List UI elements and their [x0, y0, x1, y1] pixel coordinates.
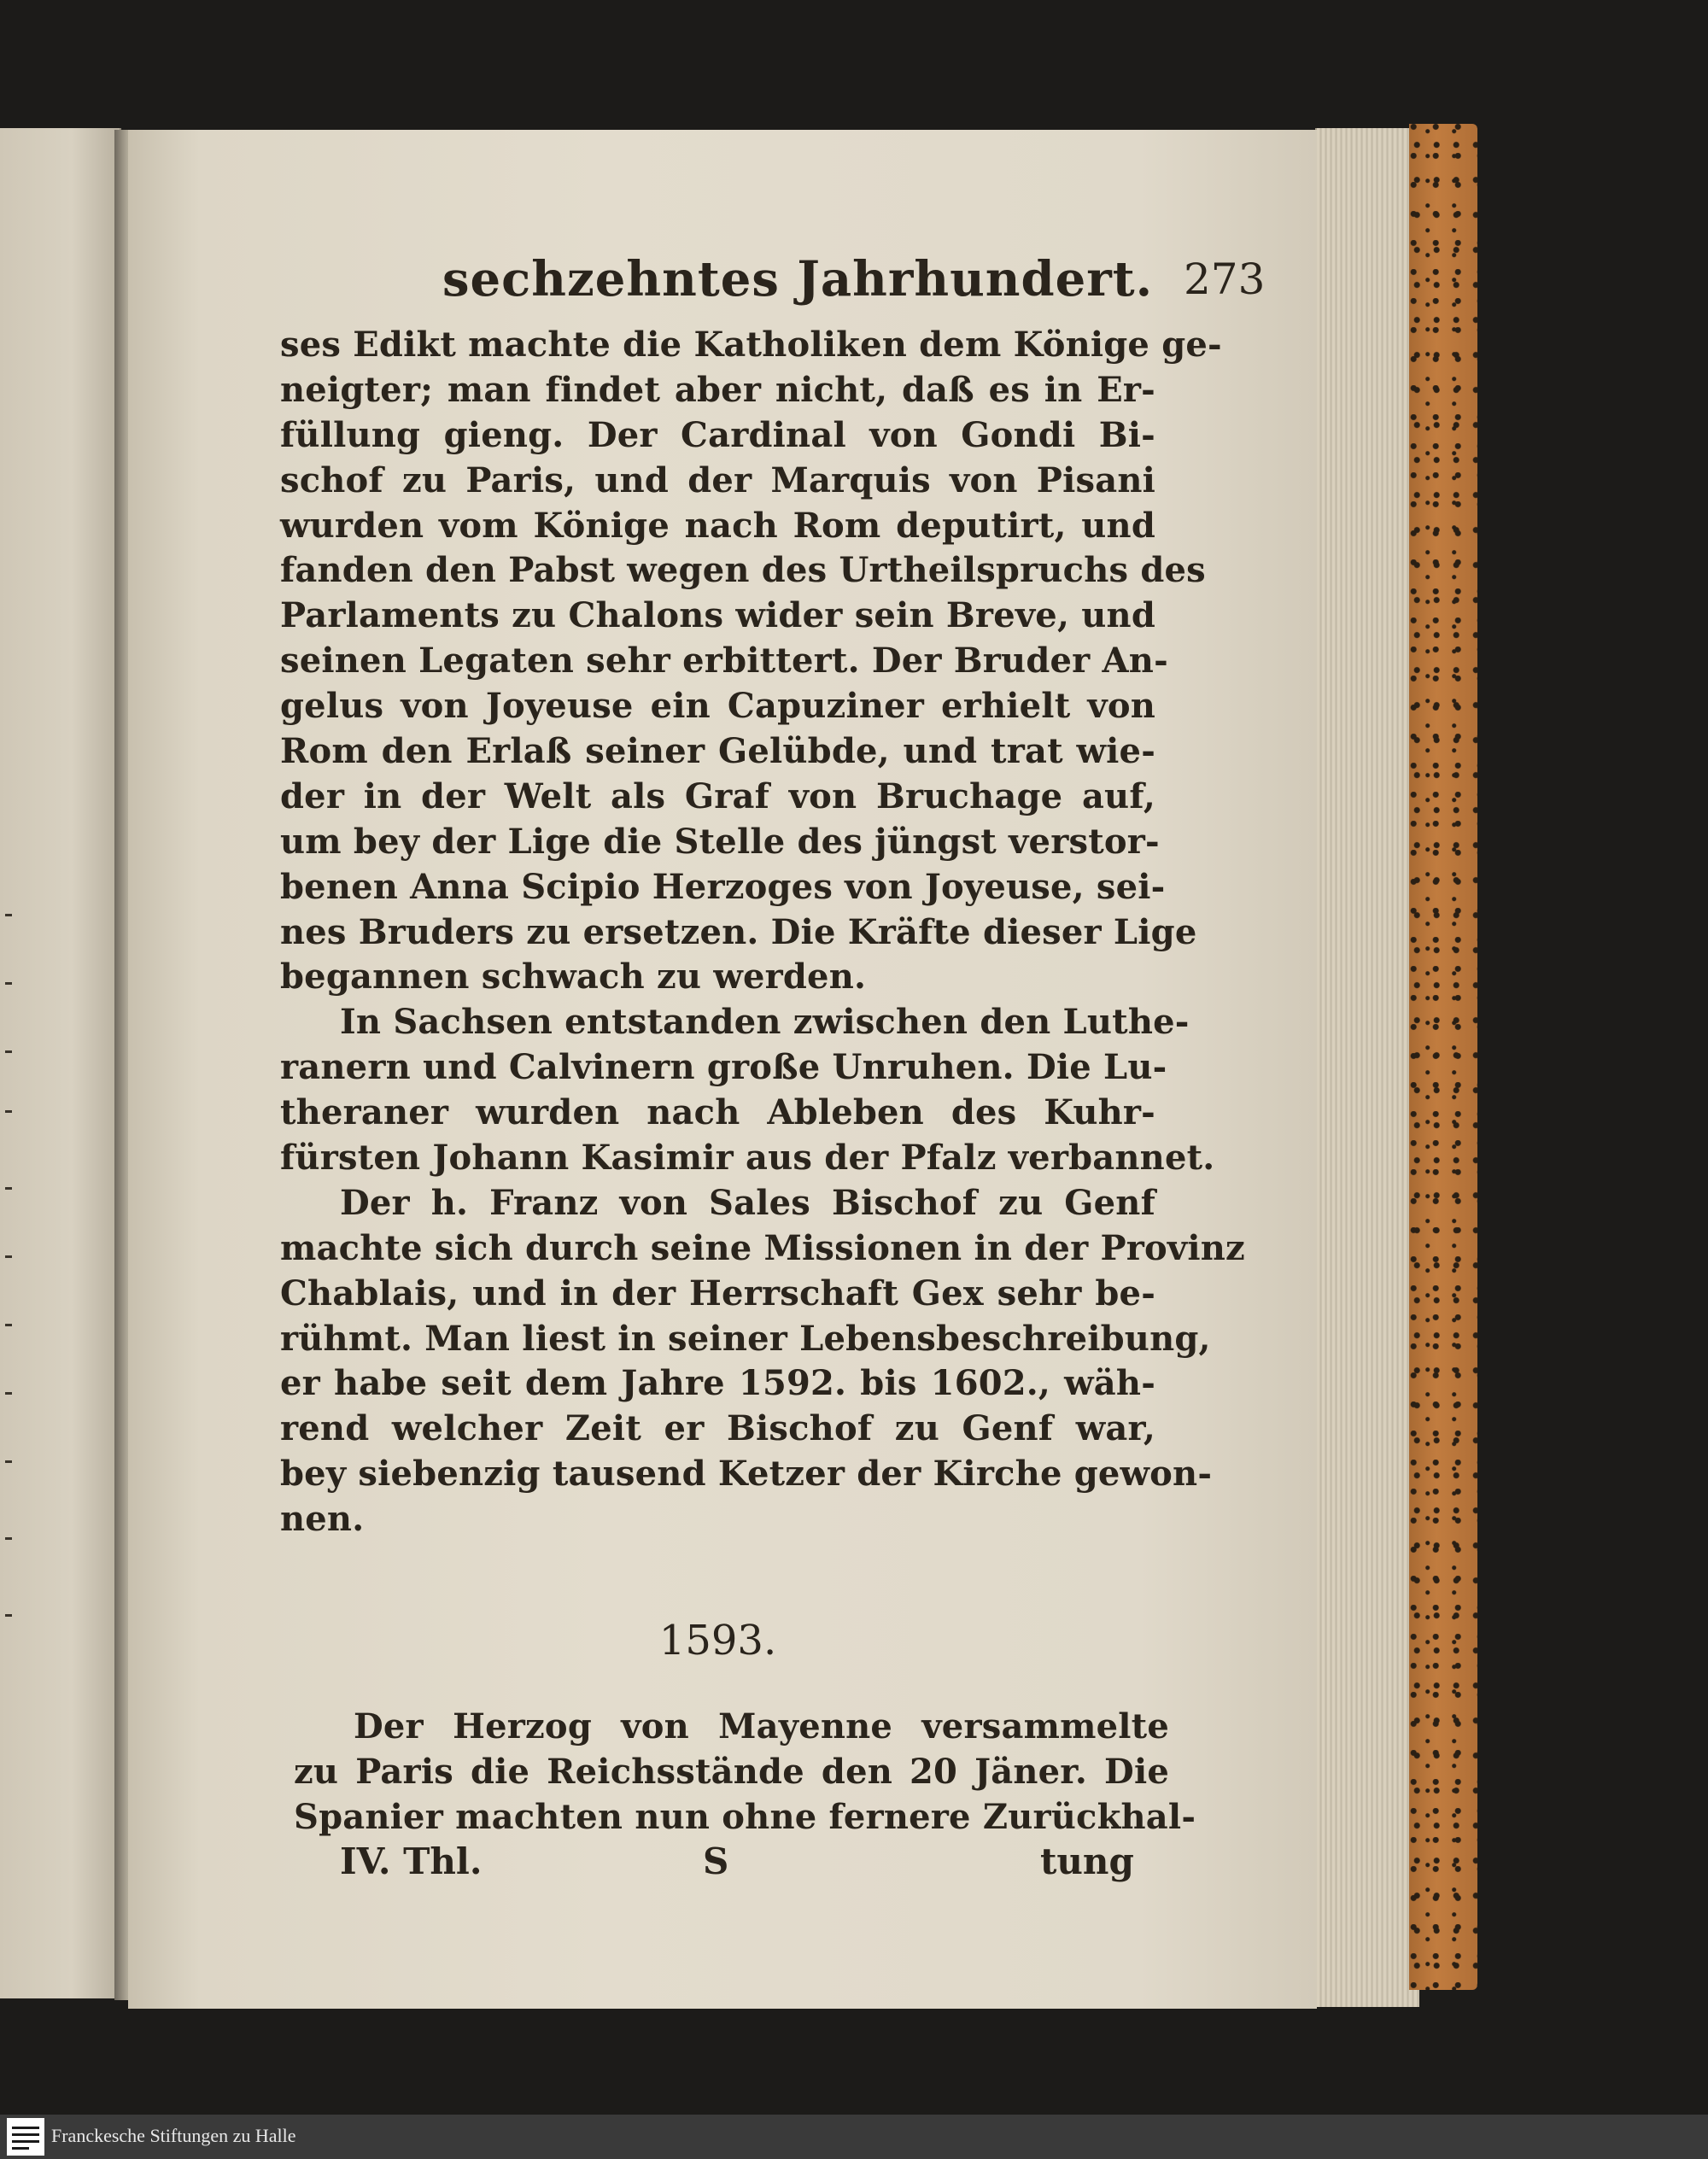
text-line: Parlaments zu Chalons wider sein Breve, und [280, 595, 1155, 636]
paragraph-4 [294, 1705, 1288, 1840]
page-number: 273 [1184, 255, 1266, 304]
gathering-signature: S [703, 1840, 729, 1882]
text-line: um bey der Lige die Stelle des jüngst verstor- [280, 821, 1160, 862]
text-line: nes Bruders zu ersetzen. Die Kräfte dieser Lige [280, 911, 1197, 952]
text-line: schof zu Paris, und der Marquis von Pisani [280, 459, 1155, 500]
text-line: fanden den Pabst wegen des Urtheilspruchs des [280, 550, 1206, 591]
text-line: begannen schwach zu werden. [280, 957, 867, 998]
text-line: gelus von Joyeuse ein Capuziner erhielt von [280, 686, 1155, 727]
book-page [128, 130, 1317, 2009]
text-line: Chablais, und in der Herrschaft Gex sehr be- [280, 1273, 1155, 1314]
page-header [280, 251, 1288, 323]
text-line: Spanier machten nun ohne fernere Zurückhal- [294, 1796, 1196, 1837]
page-text [280, 251, 1288, 1888]
text-line: rend welcher Zeit er Bischof zu Genf war, [280, 1408, 1155, 1449]
text-line: ranern und Calvinern große Unruhen. Die Lu- [280, 1047, 1167, 1088]
text-line: fürsten Johann Kasimir aus der Pfalz verbannet. [280, 1138, 1215, 1179]
library-logo-icon [7, 2118, 44, 2156]
text-line: Rom den Erlaß seiner Gelübde, und trat wie- [280, 731, 1155, 772]
book-cover-board [1409, 124, 1477, 1990]
text-line: machte sich durch seine Missionen in der Provinz [280, 1227, 1245, 1268]
paragraph-3 [280, 1181, 1288, 1542]
text-line: ses Edikt machte die Katholiken dem Könige ge- [280, 325, 1222, 365]
page-edges [1315, 128, 1419, 2007]
text-line: er habe seit dem Jahre 1592. bis 1602., wäh- [280, 1363, 1155, 1404]
text-line: füllung gieng. Der Cardinal von Gondi Bi- [280, 414, 1155, 455]
text-line: nen. [280, 1499, 365, 1540]
text-line: zu Paris die Reichsstände den 20 Jäner. Die [294, 1751, 1169, 1792]
page-footer [340, 1840, 1215, 1888]
text-line: Der Herzog von Mayenne versammelte [354, 1706, 1169, 1747]
text-line: benen Anna Scipio Herzoges von Joyeuse, sei- [280, 866, 1166, 907]
text-line: der in der Welt als Graf von Bruchage auf, [280, 775, 1155, 816]
text-line: theraner wurden nach Ableben des Kuhr- [280, 1092, 1155, 1133]
paragraph-2 [280, 1000, 1288, 1181]
catchword: tung [1040, 1840, 1134, 1882]
text-line: bey siebenzig tausend Ketzer der Kirche gewon- [280, 1454, 1213, 1495]
facing-page-left [0, 128, 121, 1998]
paragraph-1 [280, 323, 1288, 1000]
year-heading: 1593. [658, 1617, 777, 1665]
text-line: Der h. Franz von Sales Bischof zu Genf [340, 1182, 1155, 1223]
library-footer-bar [0, 2115, 1708, 2159]
text-line: In Sachsen entstanden zwischen den Luthe- [340, 1002, 1190, 1043]
volume-signature: IV. Thl. [340, 1840, 483, 1882]
institution-name: Franckesche Stiftungen zu Halle [51, 2125, 296, 2146]
text-line: wurden vom Könige nach Rom deputirt, und [280, 505, 1155, 546]
running-head: sechzehntes Jahrhundert. [442, 251, 1154, 307]
text-line: neigter; man findet aber nicht, daß es in Er- [280, 369, 1155, 410]
text-line: rühmt. Man liest in seiner Lebensbeschreibung, [280, 1318, 1211, 1359]
text-line: seinen Legaten sehr erbittert. Der Bruder An- [280, 641, 1168, 682]
